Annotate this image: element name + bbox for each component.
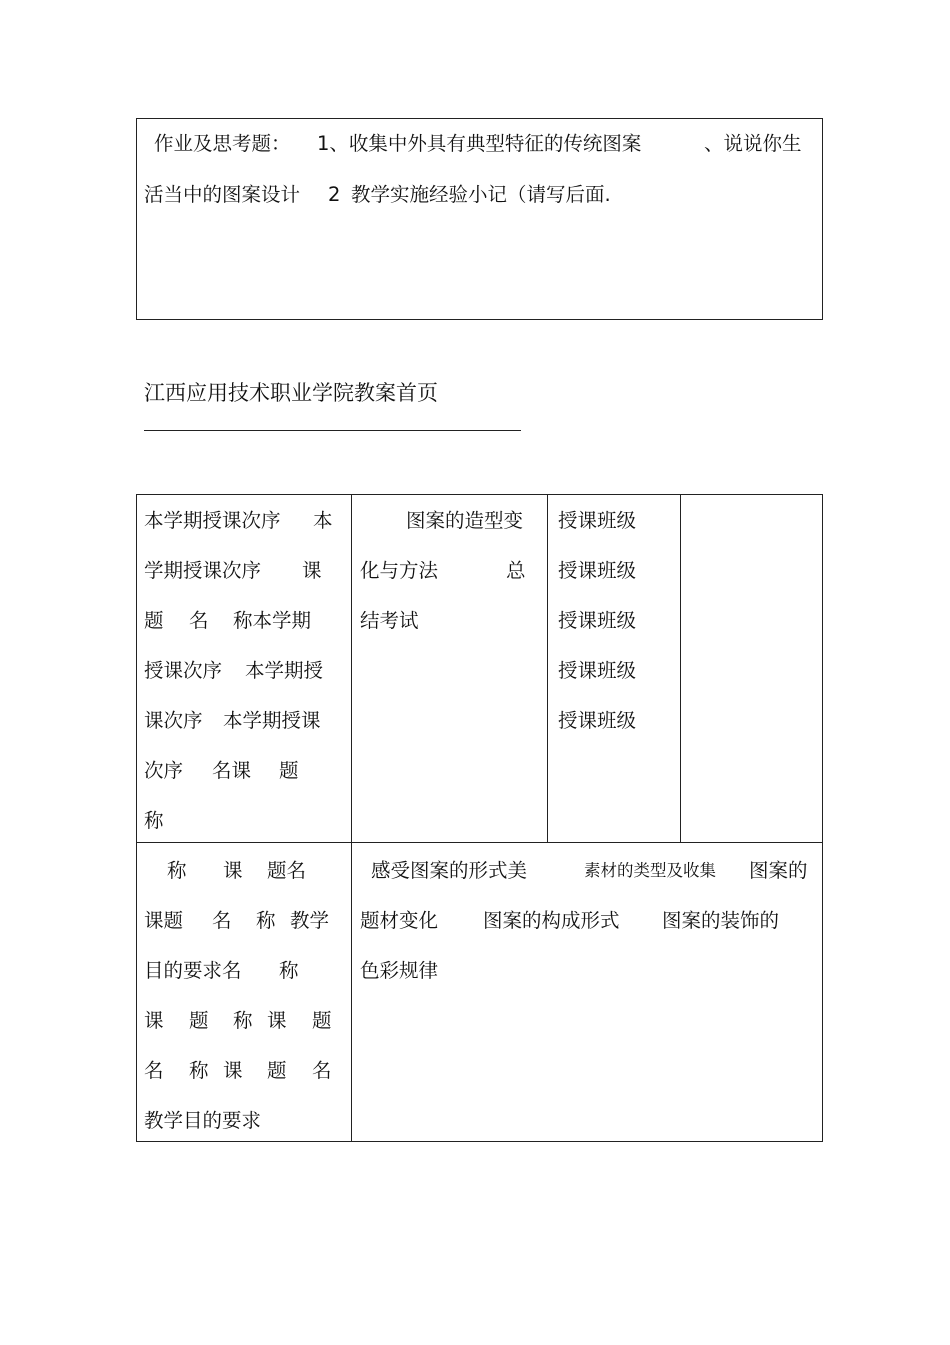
class-label: 授课班级 — [558, 559, 637, 582]
row-divider — [136, 842, 823, 843]
homework-item-2: 教学实施经验小记（请写后面. — [351, 183, 611, 206]
cell-r1c1-text: 题 — [144, 609, 164, 632]
cell-r2c2-text: 图案的装饰的 — [662, 909, 780, 932]
homework-item-1-cont: 、说说你生 — [704, 132, 802, 155]
cell-r1c1-text: 称 — [144, 809, 164, 832]
cell-r1c1-text: 次序 — [144, 759, 184, 782]
cell-r1c1-text: 本 — [313, 509, 333, 532]
cell-r2c1-text: 题 — [267, 1059, 287, 1082]
cell-r2c1-text: 课题 — [144, 909, 184, 932]
lesson-table — [136, 494, 823, 1142]
cell-r2c1-text: 课 — [223, 1059, 243, 1082]
cell-r2c2-text: 图案的构成形式 — [483, 909, 620, 932]
cell-r2c1-text: 名 — [312, 1059, 332, 1082]
cell-r2c2-text: 色彩规律 — [360, 959, 439, 982]
cell-r1c1-text: 本学期授 — [245, 659, 324, 682]
homework-line2-text: 活当中的图案设计 — [144, 183, 301, 206]
cell-r1c1-text: 题 — [279, 759, 299, 782]
col-divider-3 — [680, 494, 681, 843]
cell-r2c1-text: 目的要求名 — [144, 959, 242, 982]
cell-r2c1-text: 名 — [144, 1059, 164, 1082]
cell-r2c1-text: 称 — [167, 859, 187, 882]
cell-r1c1-text: 学期授课次序 — [144, 559, 262, 582]
cell-r1c1-text: 称本学期 — [233, 609, 312, 632]
page-title: 江西应用技术职业学院教案首页 — [144, 381, 438, 405]
cell-r1c1-text: 课次序 — [144, 709, 203, 732]
title-underline — [144, 430, 521, 431]
cell-r1c2-text: 化与方法 — [360, 559, 439, 582]
cell-r2c2-text: 图案的 — [749, 859, 808, 882]
cell-r1c2-text: 结考试 — [360, 609, 419, 632]
cell-r2c1-text: 称 — [256, 909, 276, 932]
cell-r2c1-text: 课 — [223, 859, 243, 882]
cell-r2c1-text: 教学目的要求 — [144, 1109, 262, 1132]
cell-r2c1-text: 题名 — [267, 859, 307, 882]
cell-r2c1-text: 题 — [312, 1009, 332, 1032]
cell-r1c1-text: 授课次序 — [144, 659, 223, 682]
cell-r2c1-text: 称 — [279, 959, 299, 982]
class-label: 授课班级 — [558, 609, 637, 632]
class-label: 授课班级 — [558, 509, 637, 532]
cell-r2c2-text: 素材的类型及收集 — [584, 861, 716, 880]
col-divider-2 — [547, 494, 548, 843]
cell-r2c1-text: 课 — [267, 1009, 287, 1032]
cell-r1c2-text: 总 — [506, 559, 526, 582]
homework-item-1: 1、收集中外具有典型特征的传统图案 — [317, 132, 642, 155]
cell-r2c1-text: 教学 — [290, 909, 330, 932]
cell-r1c1-text: 本学期授课次序 — [144, 509, 281, 532]
cell-r1c1-text: 名 — [189, 609, 209, 632]
col-divider-1 — [351, 494, 352, 1142]
class-label: 授课班级 — [558, 659, 637, 682]
cell-r2c2-text: 题材变化 — [360, 909, 439, 932]
cell-r2c2-text: 感受图案的形式美 — [371, 859, 528, 882]
cell-r1c1-text: 课 — [302, 559, 322, 582]
cell-r1c1-text: 名课 — [212, 759, 252, 782]
cell-r2c1-text: 称 — [189, 1059, 209, 1082]
cell-r1c2-text: 图案的造型变 — [406, 509, 524, 532]
cell-r2c1-text: 题 — [189, 1009, 209, 1032]
cell-r2c1-text: 称 — [233, 1009, 253, 1032]
cell-r1c1-text: 本学期授课 — [223, 709, 321, 732]
class-label: 授课班级 — [558, 709, 637, 732]
homework-label: 作业及思考题： — [154, 132, 291, 155]
homework-item-2-number: 2 — [328, 183, 341, 206]
cell-r2c1-text: 名 — [212, 909, 232, 932]
cell-r2c1-text: 课 — [144, 1009, 164, 1032]
